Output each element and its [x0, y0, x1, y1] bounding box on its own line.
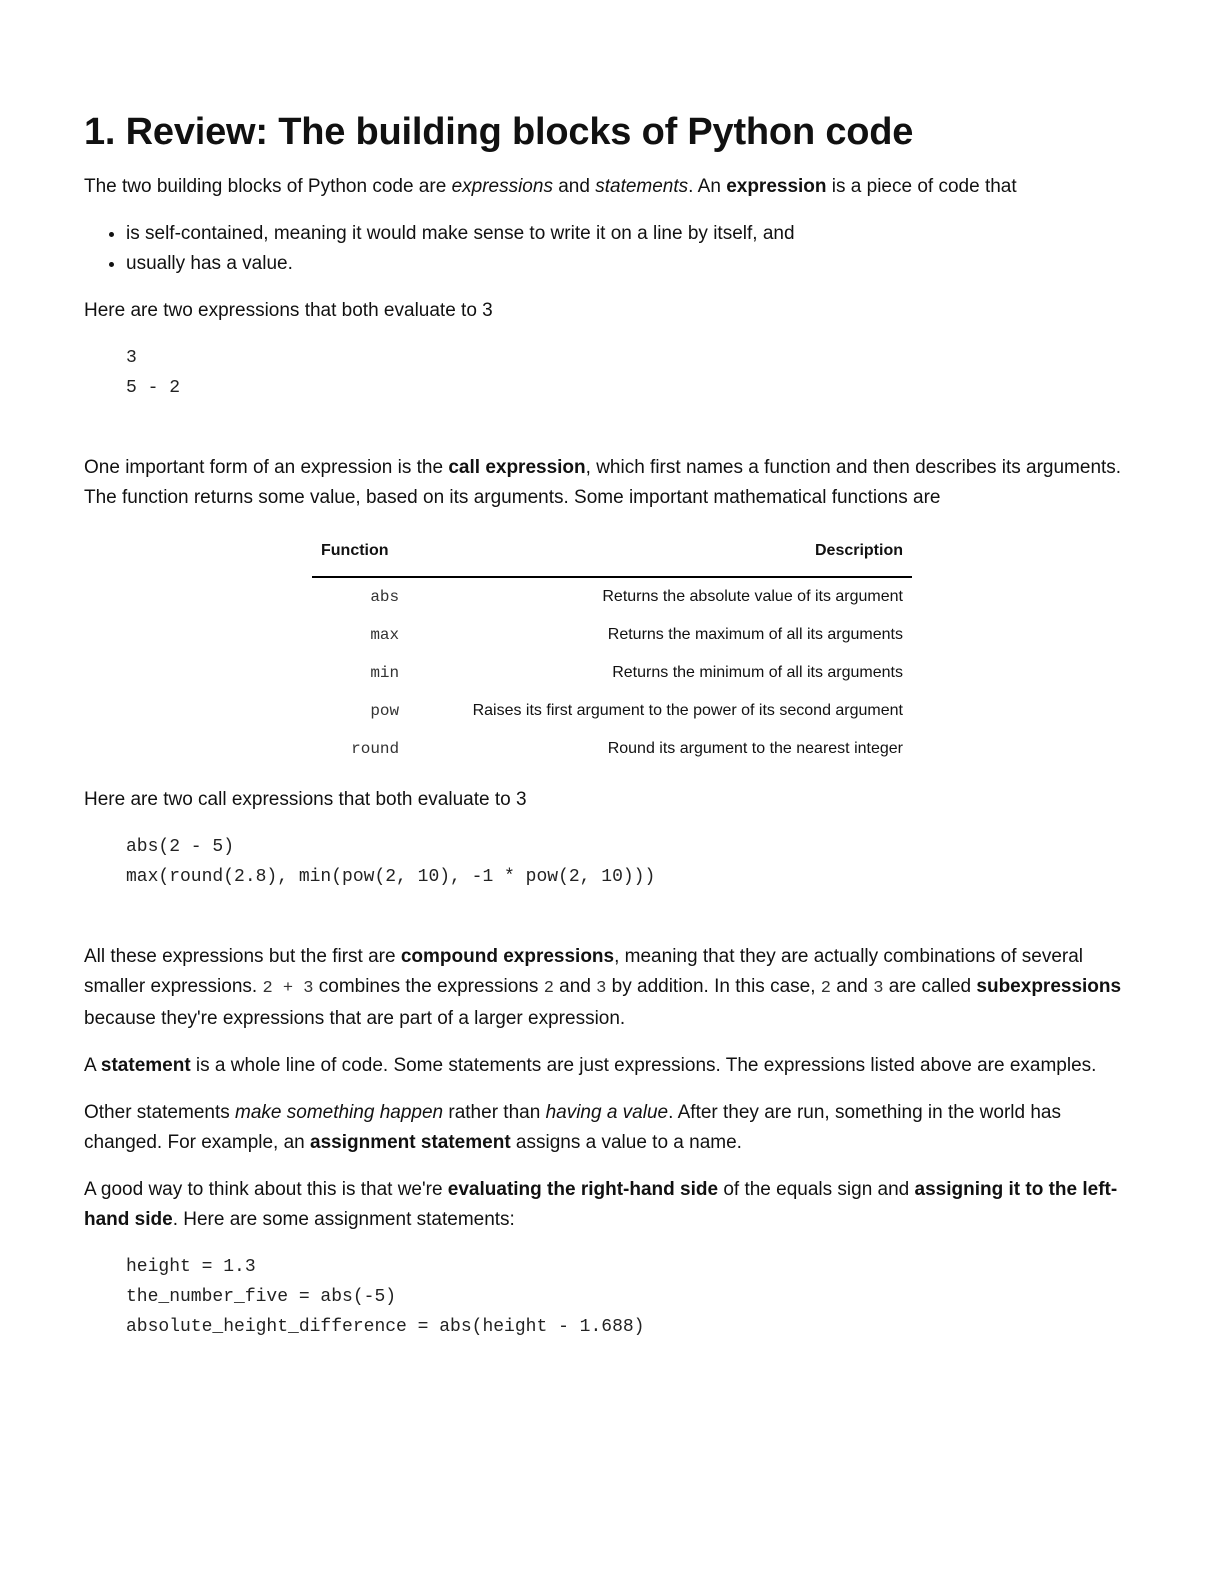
intro-text-2: and — [552, 176, 596, 197]
other-statements-paragraph — [84, 1098, 1140, 1158]
compound-text-7: are called — [883, 976, 977, 997]
header-function: Function — [312, 530, 408, 577]
table-row — [312, 692, 912, 730]
expressions-intro: Here are two expressions that both evaluate to 3 — [84, 300, 493, 321]
compound-text-3: combines the expressions — [313, 976, 544, 997]
function-description: Returns the absolute value of its argument — [602, 588, 903, 605]
function-name: max — [370, 626, 400, 644]
other-text-3: . After they are run, something in the world has changed. For example, an — [84, 1102, 1061, 1153]
inline-code-3: 3 — [596, 979, 607, 998]
statement-bold-statement: statement — [100, 1055, 191, 1076]
other-text-1: Other statements — [84, 1102, 236, 1123]
call-expression-paragraph — [84, 453, 1140, 513]
intro-text-1: The two building blocks of Python code are — [84, 176, 452, 197]
compound-text-1: All these expressions but the first are — [84, 946, 401, 967]
function-description: Raises its first argument to the power of its second argument — [472, 702, 903, 719]
other-bold-assignment-statement: assignment statement — [310, 1132, 511, 1153]
code-block-call-expressions: abs(2 - 5) max(round(2.8), min(pow(2, 10), -1 * pow(2, 10))) — [126, 837, 656, 887]
table-header-row — [312, 530, 912, 577]
call-expressions-intro: Here are two call expressions that both evaluate to 3 — [84, 789, 527, 810]
compound-bold-compound-expressions: compound expressions — [400, 946, 615, 967]
statement-paragraph — [84, 1051, 1140, 1081]
intro-text-4: is a piece of code that — [826, 176, 1017, 197]
list-item: • usually has a value. — [126, 249, 1140, 279]
function-description: Round its argument to the nearest integer — [607, 740, 903, 757]
function-name: round — [351, 740, 400, 758]
function-description: Returns the maximum of all its arguments — [607, 626, 903, 643]
intro-emphasis-expressions: expressions — [451, 176, 553, 197]
compound-text-6: and — [830, 976, 874, 997]
expression-properties-list — [84, 219, 1140, 279]
functions-table — [312, 530, 912, 768]
intro-text-3: . An — [688, 176, 727, 197]
code-block-assignment-statements: height = 1.3 the_number_five = abs(-5) absolute_height_difference = abs(height - 1.688) — [126, 1257, 645, 1337]
other-text-4: assigns a value to a name. — [510, 1132, 742, 1153]
function-name: abs — [370, 588, 400, 606]
document-page — [84, 108, 1140, 1392]
good-bold-assigning: assigning it to the left-hand side — [84, 1179, 1118, 1230]
other-emphasis-having-a-value: having a value — [545, 1102, 669, 1123]
table-row — [312, 577, 912, 616]
code-block-simple-expressions: 3 5 - 2 — [126, 348, 181, 398]
call-bold-call-expression: call expression — [448, 457, 586, 478]
intro-bold-expression: expression — [726, 176, 827, 197]
compound-text-4: and — [553, 976, 597, 997]
header-description: Description — [408, 530, 912, 577]
list-item: • is self-contained, meaning it would make sense to write it on a line by itself, and — [126, 219, 1140, 249]
statement-text-2: is a whole line of code. Some statements are just expressions. The expressions listed above are examples. — [190, 1055, 1097, 1076]
good-text-1: A good way to think about this is that we're — [84, 1179, 448, 1200]
other-text-2: rather than — [443, 1102, 546, 1123]
good-bold-evaluating: evaluating the right-hand side — [447, 1179, 719, 1200]
evaluation-paragraph — [84, 1175, 1140, 1235]
good-text-3: . Here are some assignment statements: — [172, 1209, 515, 1230]
function-name: pow — [370, 702, 400, 720]
inline-code-2: 2 — [543, 979, 554, 998]
compound-text-5: by addition. In this case, — [606, 976, 821, 997]
intro-emphasis-statements: statements — [595, 176, 689, 197]
compound-expressions-paragraph — [84, 942, 1140, 1034]
statement-text-1: A — [84, 1055, 101, 1076]
compound-bold-subexpressions: subexpressions — [976, 976, 1122, 997]
call-text-2: , which first names a function and then describes its arguments. The function returns some value, based on its arguments. Some important mathematical functions are — [84, 457, 1122, 508]
intro-paragraph — [84, 172, 1140, 202]
inline-code-2: 2 — [820, 979, 831, 998]
table-row — [312, 730, 912, 768]
compound-text-8: because they're expressions that are part of a larger expression. — [84, 1008, 626, 1029]
table-row — [312, 616, 912, 654]
call-text-1: One important form of an expression is the — [84, 457, 449, 478]
good-text-2: of the equals sign and — [718, 1179, 915, 1200]
other-emphasis-make-something-happen: make something happen — [235, 1102, 444, 1123]
inline-code-2-plus-3: 2 + 3 — [262, 979, 314, 998]
compound-text-2: , meaning that they are actually combinations of several smaller expressions. — [84, 946, 1084, 997]
page-title: 1. Review: The building blocks of Python code — [84, 111, 914, 153]
table-row — [312, 654, 912, 692]
inline-code-3: 3 — [873, 979, 884, 998]
function-description: Returns the minimum of all its arguments — [612, 664, 903, 681]
function-name: min — [370, 664, 400, 682]
